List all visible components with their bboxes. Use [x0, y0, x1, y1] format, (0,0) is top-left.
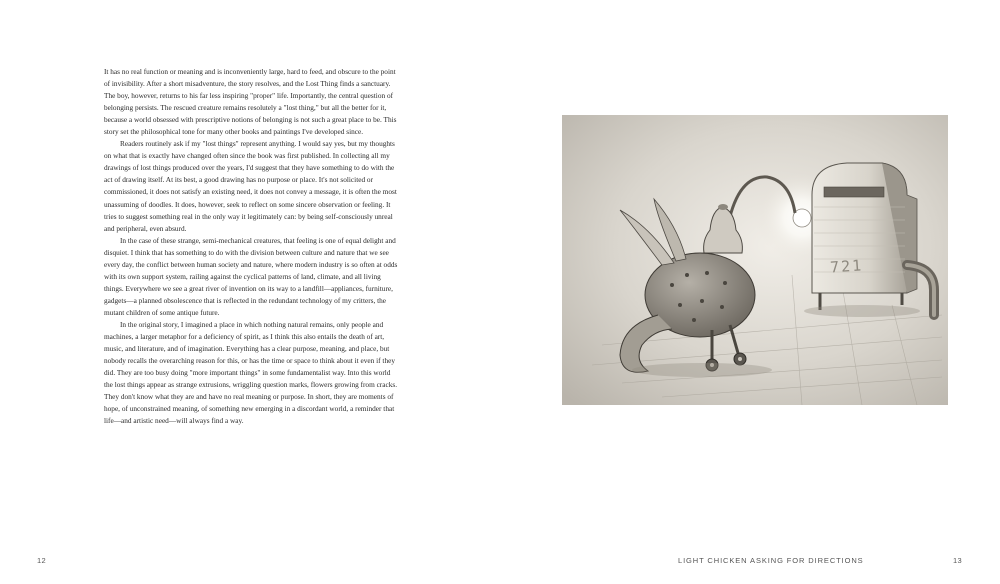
paragraph-2: Readers routinely ask if my "lost things" represent anything. I would say yes, but my thoughts on what that is exactly have changed often since the book was first published. In collecting all my drawings of lost things produced over the years, I'd suggest that they have something to do with the act of drawing itself. At its best, a good drawing has no purpose or place. It's not solicited or commissioned, it does not satisfy an existing need, it does not convey a message, it is often the most unassuming of doodles. It does, however, seek to reflect on some sincere observation or feeling. It tries to suggest something real in the only way it legitimately can: by being self-consciously unreal and peripheral, even absurd.	[104, 139, 397, 233]
mailbox	[812, 163, 917, 310]
paragraph-3: In the case of these strange, semi-mechanical creatures, that feeling is one of equal delight and disquiet. I think that has something to do with the division between culture and nature that we see every day, the conflict between human society and nature, where modern industry is so often at odds with its own support system, railing against the cyclical patterns of land, climate, and all living things. Everywhere we see a great river of invention on its way to a landfill—appliances, furniture, gadgets—a planned obsolescence that is reflected in the redundant technology of my critters, the mutant children of some antique future.	[104, 235, 398, 317]
running-head: LIGHT CHICKEN ASKING FOR DIRECTIONS	[678, 556, 864, 565]
paragraph-4: In the original story, I imagined a place in which nothing natural remains, only people and machines, a larger metaphor for a deficiency of spirit, as I think this also entails the death of art, music, and literature, and of imagination. Everything has a clear purpose, meaning, and place, but nobody recalls the overarching reason for this, or has the time or space to think about it even if they did. They are too busy doing "more important things" in some fundamentalist way. Into this world the lost things appear as strange extrusions, wriggling question marks, flowers growing from cracks. They don't know what they are and have no real meaning or purpose. In short, they are moments of hope, of unconstrained meaning, of something new emerging in a discordant world, a reminder that life—and artistic need—will always find a way.	[104, 319, 398, 426]
creature-shadow	[632, 363, 772, 377]
left-page-number: 12	[37, 556, 46, 565]
paragraph-1: It has no real function or meaning and is inconveniently large, hard to feed, and obscure to the point of invisibility. After a short misadventure, the story resolves, and the Lost Thing finds a sanctuary. The boy, however, returns to his far less inspiring "proper" life. Importantly, the central question of belonging persists. The rescued creature remains resolutely a "lost thing," but all the better for it, because a world obsessed with prescriptive notions of belonging is not such a great place to be. This story set the philosophical tone for many other books and paintings I've developed since.	[104, 67, 397, 137]
illustration-drawing	[562, 115, 948, 405]
pencil-illustration	[562, 115, 948, 405]
mailbox-shadow	[804, 305, 920, 317]
mailbox-number: 721	[829, 256, 864, 277]
body-text-column	[104, 66, 400, 427]
right-page-number: 13	[953, 556, 962, 565]
